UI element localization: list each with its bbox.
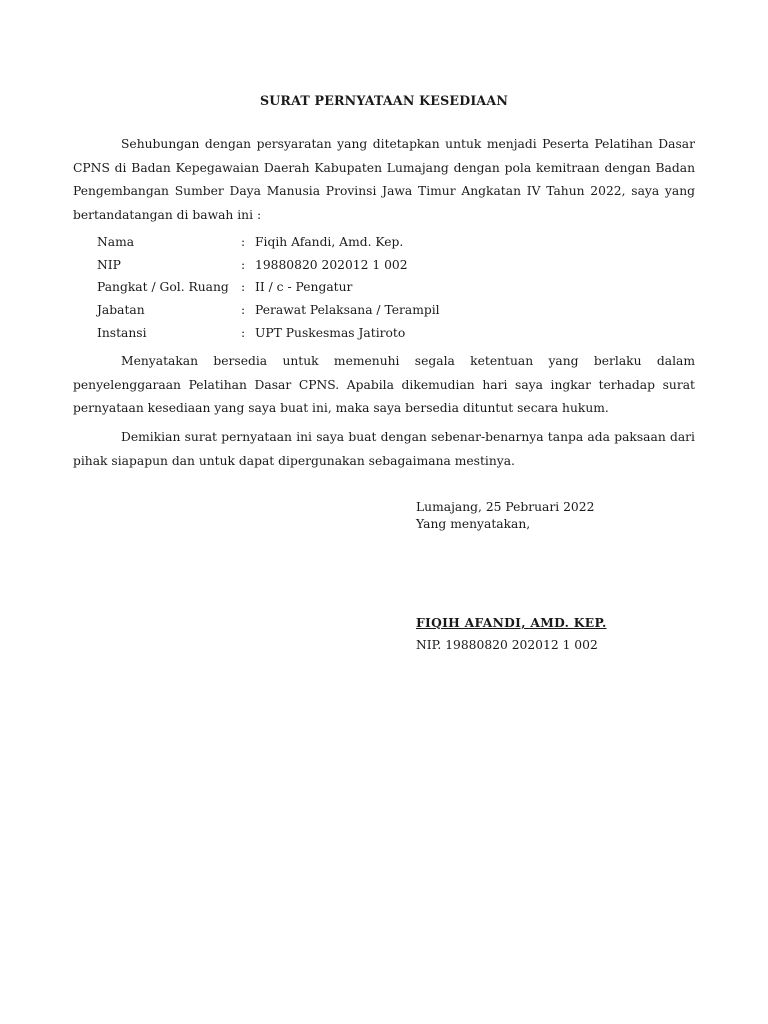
personal-details-table [97,231,440,345]
signatory-nip: NIP. 19880820 202012 1 002 [416,638,598,652]
detail-label: Jabatan [97,303,145,318]
detail-separator: : [241,325,246,340]
detail-value: II / c - Pengatur [255,280,353,295]
detail-row-pangkat [97,276,440,299]
detail-row-instansi [97,322,440,345]
detail-row-nip [97,254,440,277]
detail-separator: : [241,235,246,249]
intro-text: Sehubungan dengan persyaratan yang ditetapkan untuk menjadi Peserta Pelatihan Dasar CPNS di Badan Kepegawaian Daerah Kabupaten Lumajang dengan pola kemitraan dengan Badan Pengembangan Sumber Daya Manusia Provinsi Jawa Timur Angkatan IV Tahun 2022, saya yang bertandatangan di bawah ini : [73,137,695,222]
signature-role: Yang menyatakan, [416,517,531,531]
detail-row-nama [97,231,440,254]
detail-separator: : [241,280,246,295]
detail-label: NIP [97,257,121,272]
detail-value: Fiqih Afandi, Amd. Kep. [255,235,404,249]
detail-row-jabatan [97,299,440,322]
detail-separator: : [241,257,246,272]
statement-text: Menyatakan bersedia untuk memenuhi segala ketentuan yang berlaku dalam penyelenggaraan Pelatihan Dasar CPNS. Apabila dikemudian hari saya ingkar terhadap surat pernyataan kesediaan yang saya buat ini, maka saya bersedia dituntut secara hukum. [73,354,695,415]
signatory-name: FIQIH AFANDI, AMD. KEP. [416,615,607,630]
document-title: SURAT PERNYATAAN KESEDIAAN [259,93,509,108]
detail-value: Perawat Pelaksana / Terampil [255,303,440,318]
detail-value: UPT Puskesmas Jatiroto [255,325,406,340]
signature-place-date: Lumajang, 25 Pebruari 2022 [416,500,595,514]
closing-text: Demikian surat pernyataan ini saya buat dengan sebenar-benarnya tanpa ada paksaan dari pihak siapapun dan untuk dapat dipergunakan sebagaimana mestinya. [73,430,695,468]
detail-separator: : [241,303,246,318]
statement-paragraph [73,350,695,421]
detail-label: Nama [97,235,135,249]
detail-value: 19880820 202012 1 002 [255,257,408,272]
closing-paragraph [73,426,695,473]
intro-paragraph [73,133,695,227]
detail-label: Instansi [97,325,147,340]
detail-label: Pangkat / Gol. Ruang [97,280,229,295]
